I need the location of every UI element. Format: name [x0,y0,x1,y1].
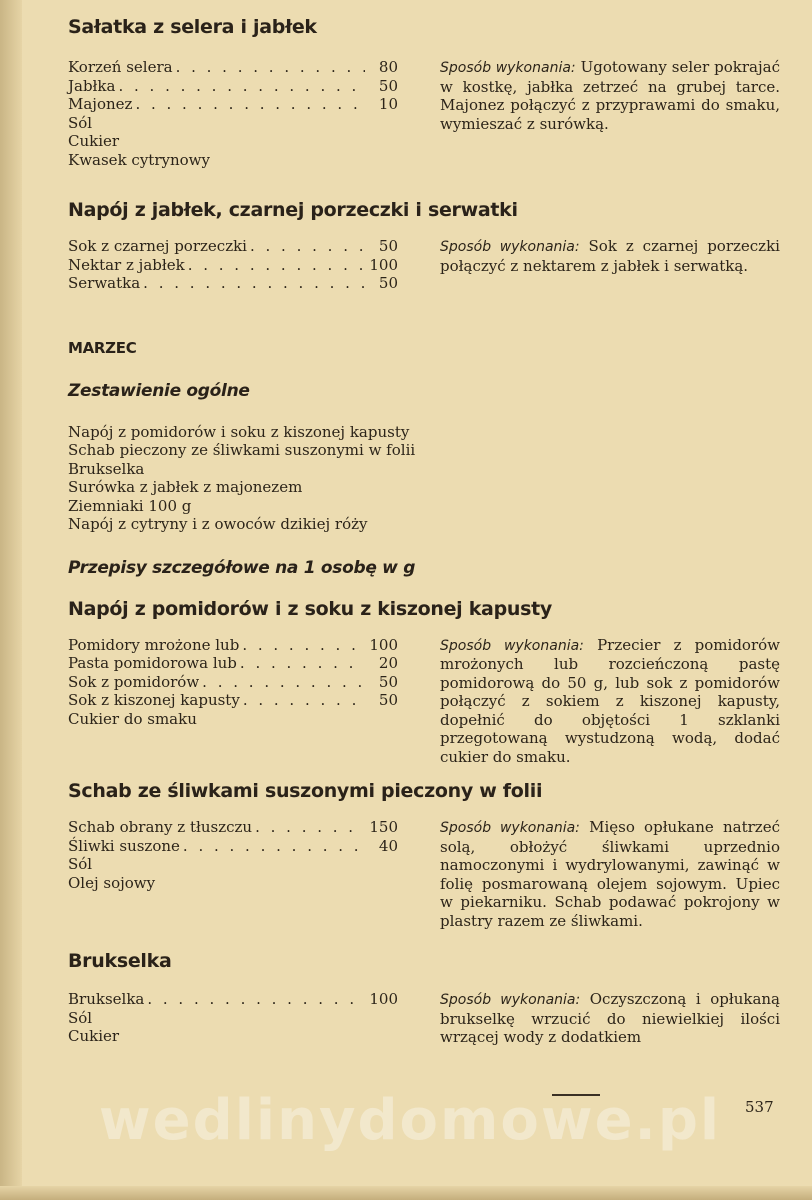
overview-title: Zestawienie ogólne [68,380,250,401]
page-left-edge [0,0,22,1200]
recipe-body [68,237,780,293]
ingredient-list [68,237,398,293]
ingredient-name: Cukier [68,132,120,150]
ingredient-name: Brukselka [68,990,145,1008]
method-label: Sposób wykonania: [440,637,584,654]
ingredient-name: Olej sojowy [68,873,156,892]
method-body: Sok z czarnej porzeczki połączyć z nektarem z jabłek i serwatką. [440,237,780,275]
ingredient-qty: 100 [369,990,398,1008]
ingredient-qty: 50 [378,274,398,292]
list-item: Schab pieczony ze śliwkami suszonymi w folii [68,441,416,459]
ingredient-list [68,58,398,169]
recipe-body [68,990,780,1047]
overview-list [68,423,780,534]
ingredient-name: Cukier [68,1027,120,1045]
list-item: Napój z pomidorów i soku z kiszonej kapusty [68,422,410,441]
ingredient-name: Kwasek cytrynowy [68,150,210,169]
ingredient-name: Sól [68,113,93,132]
ingredient-qty: 150 [369,818,398,836]
ingredient-name: Nektar z jabłek [68,255,185,274]
method-body: Ugotowany seler pokrajać w kostkę, jabłka zetrzeć na grubej tarce. Majonez połączyć z przyprawami do smaku, wymieszać z surówką. [440,58,780,133]
ingredient-row [68,1027,398,1046]
method-label: Sposób wykonania: [440,992,581,1008]
list-item: Napój z cytryny i z owoców dzikiej róży [68,515,368,533]
ingredient-name: Śliwki suszone [68,836,180,855]
ingredient-row [68,673,398,692]
page-number: 537 [745,1098,774,1116]
ingredient-qty: 50 [378,672,398,691]
watermark: wedlinydomowe.pl [98,1088,722,1153]
ingredient-name: Schab obrany z tłuszczu [68,818,253,836]
leader-dots [242,636,365,655]
ingredient-row [68,114,398,133]
list-item: Brukselka [68,459,145,478]
method-label: Sposób wykonania: [440,60,576,76]
ingredient-row [68,710,398,729]
ingredient-row [68,274,398,293]
ingredient-name: Pasta pomidorowa lub [68,654,237,672]
ingredient-row [68,636,398,655]
ingredient-name: Sok z czarnej porzeczki [68,237,247,255]
method-label: Sposób wykonania: [440,820,580,836]
ingredient-name: Cukier do smaku [68,709,197,728]
ingredient-name: Sól [68,1008,93,1027]
recipe-title: Napój z jabłek, czarnej porzeczki i serwatki [68,199,518,221]
ingredient-row [68,855,398,874]
leader-dots [240,654,365,673]
method-body: Oczyszczoną i opłukaną brukselkę wrzucić do niewielkiej ilości wrzącej wody z dodatkiem [440,990,780,1046]
recipe-title: Brukselka [68,950,172,972]
ingredient-qty: 100 [369,635,398,654]
ingredient-row [68,654,398,673]
recipe-title: Napój z pomidorów i z soku z kiszonej kapusty [68,597,552,620]
method-label: Sposób wykonania: [440,239,580,255]
month-heading: MARZEC [68,338,137,357]
list-item: Surówka z jabłek z majonezem [68,478,303,496]
page-bottom-edge [0,1186,812,1200]
ingredient-qty: 80 [378,58,398,76]
ingredient-row [68,837,398,856]
method-text [440,636,780,767]
ingredient-row [68,1009,398,1028]
ingredient-row [68,132,398,151]
recipe-body [68,818,780,930]
ingredient-row [68,990,398,1009]
ingredient-name: Sól [68,855,93,873]
method-body: Przecier z pomidorów mrożonych lub rozcieńczoną pastę pomidorową do 50 g, lub sok z pomidorów połączyć z sokiem z kiszonej kapusty, dopełnić do objętości 1 szklanki przegotowaną wystudzoną wodą, dodać cukier do smaku. [440,635,780,766]
ingredient-row [68,818,398,837]
ingredient-name: Korzeń selera [68,58,173,76]
ingredient-name: Sok z pomidorów [68,672,200,691]
ingredient-row [68,151,398,170]
ingredient-list [68,818,398,930]
method-text [440,990,780,1047]
ingredient-row [68,691,398,710]
leader-dots [255,818,365,837]
leader-dots [250,237,365,256]
ingredient-name: Serwatka [68,274,141,292]
ingredient-row [68,95,398,114]
method-text [440,818,780,930]
leader-dots [188,256,365,275]
leader-dots [118,77,365,96]
leader-dots [176,58,365,77]
ingredient-row [68,256,398,275]
leader-dots [183,837,365,856]
ingredient-row [68,77,398,96]
recipe-title: Sałatka z selera i jabłek [68,16,317,38]
ingredient-row [68,237,398,256]
leader-dots [143,274,365,293]
ingredient-name: Sok z kiszonej kapusty [68,691,240,709]
ingredient-name: Jabłka [68,76,116,95]
recipe-title: Schab ze śliwkami suszonymi pieczony w folii [68,780,543,802]
list-item: Ziemniaki 100 g [68,496,192,515]
recipe-body [68,58,780,169]
leader-dots [202,673,365,692]
ingredient-row [68,874,398,893]
method-text [440,237,780,293]
ingredient-qty: 50 [378,76,398,95]
ingredient-qty: 50 [378,237,398,255]
recipe-body [68,636,780,767]
details-title: Przepisy szczegółowe na 1 osobę w g [68,557,416,578]
ingredient-name: Pomidory mrożone lub [68,635,240,654]
method-text [440,58,780,169]
leader-dots [243,691,365,710]
ingredient-qty: 50 [378,691,398,709]
leader-dots [147,990,365,1009]
leader-dots [135,95,365,114]
ingredient-qty: 100 [369,255,398,274]
method-body: Mięso opłukane natrzeć solą, obłożyć śliwkami uprzednio namoczonymi i wydrylowanymi, zawinąć w folię posmarowaną olejem sojowym. Upiec w piekarniku. Schab podawać pokrojony w plastry razem ze śliwkami. [440,818,780,930]
ingredient-qty: 40 [378,836,398,855]
ingredient-qty: 10 [378,95,398,113]
ingredient-row [68,58,398,77]
page-content [68,14,780,1047]
ingredient-name: Majonez [68,95,133,113]
ingredient-qty: 20 [378,654,398,672]
ingredient-list [68,636,398,767]
ingredient-list [68,990,398,1047]
